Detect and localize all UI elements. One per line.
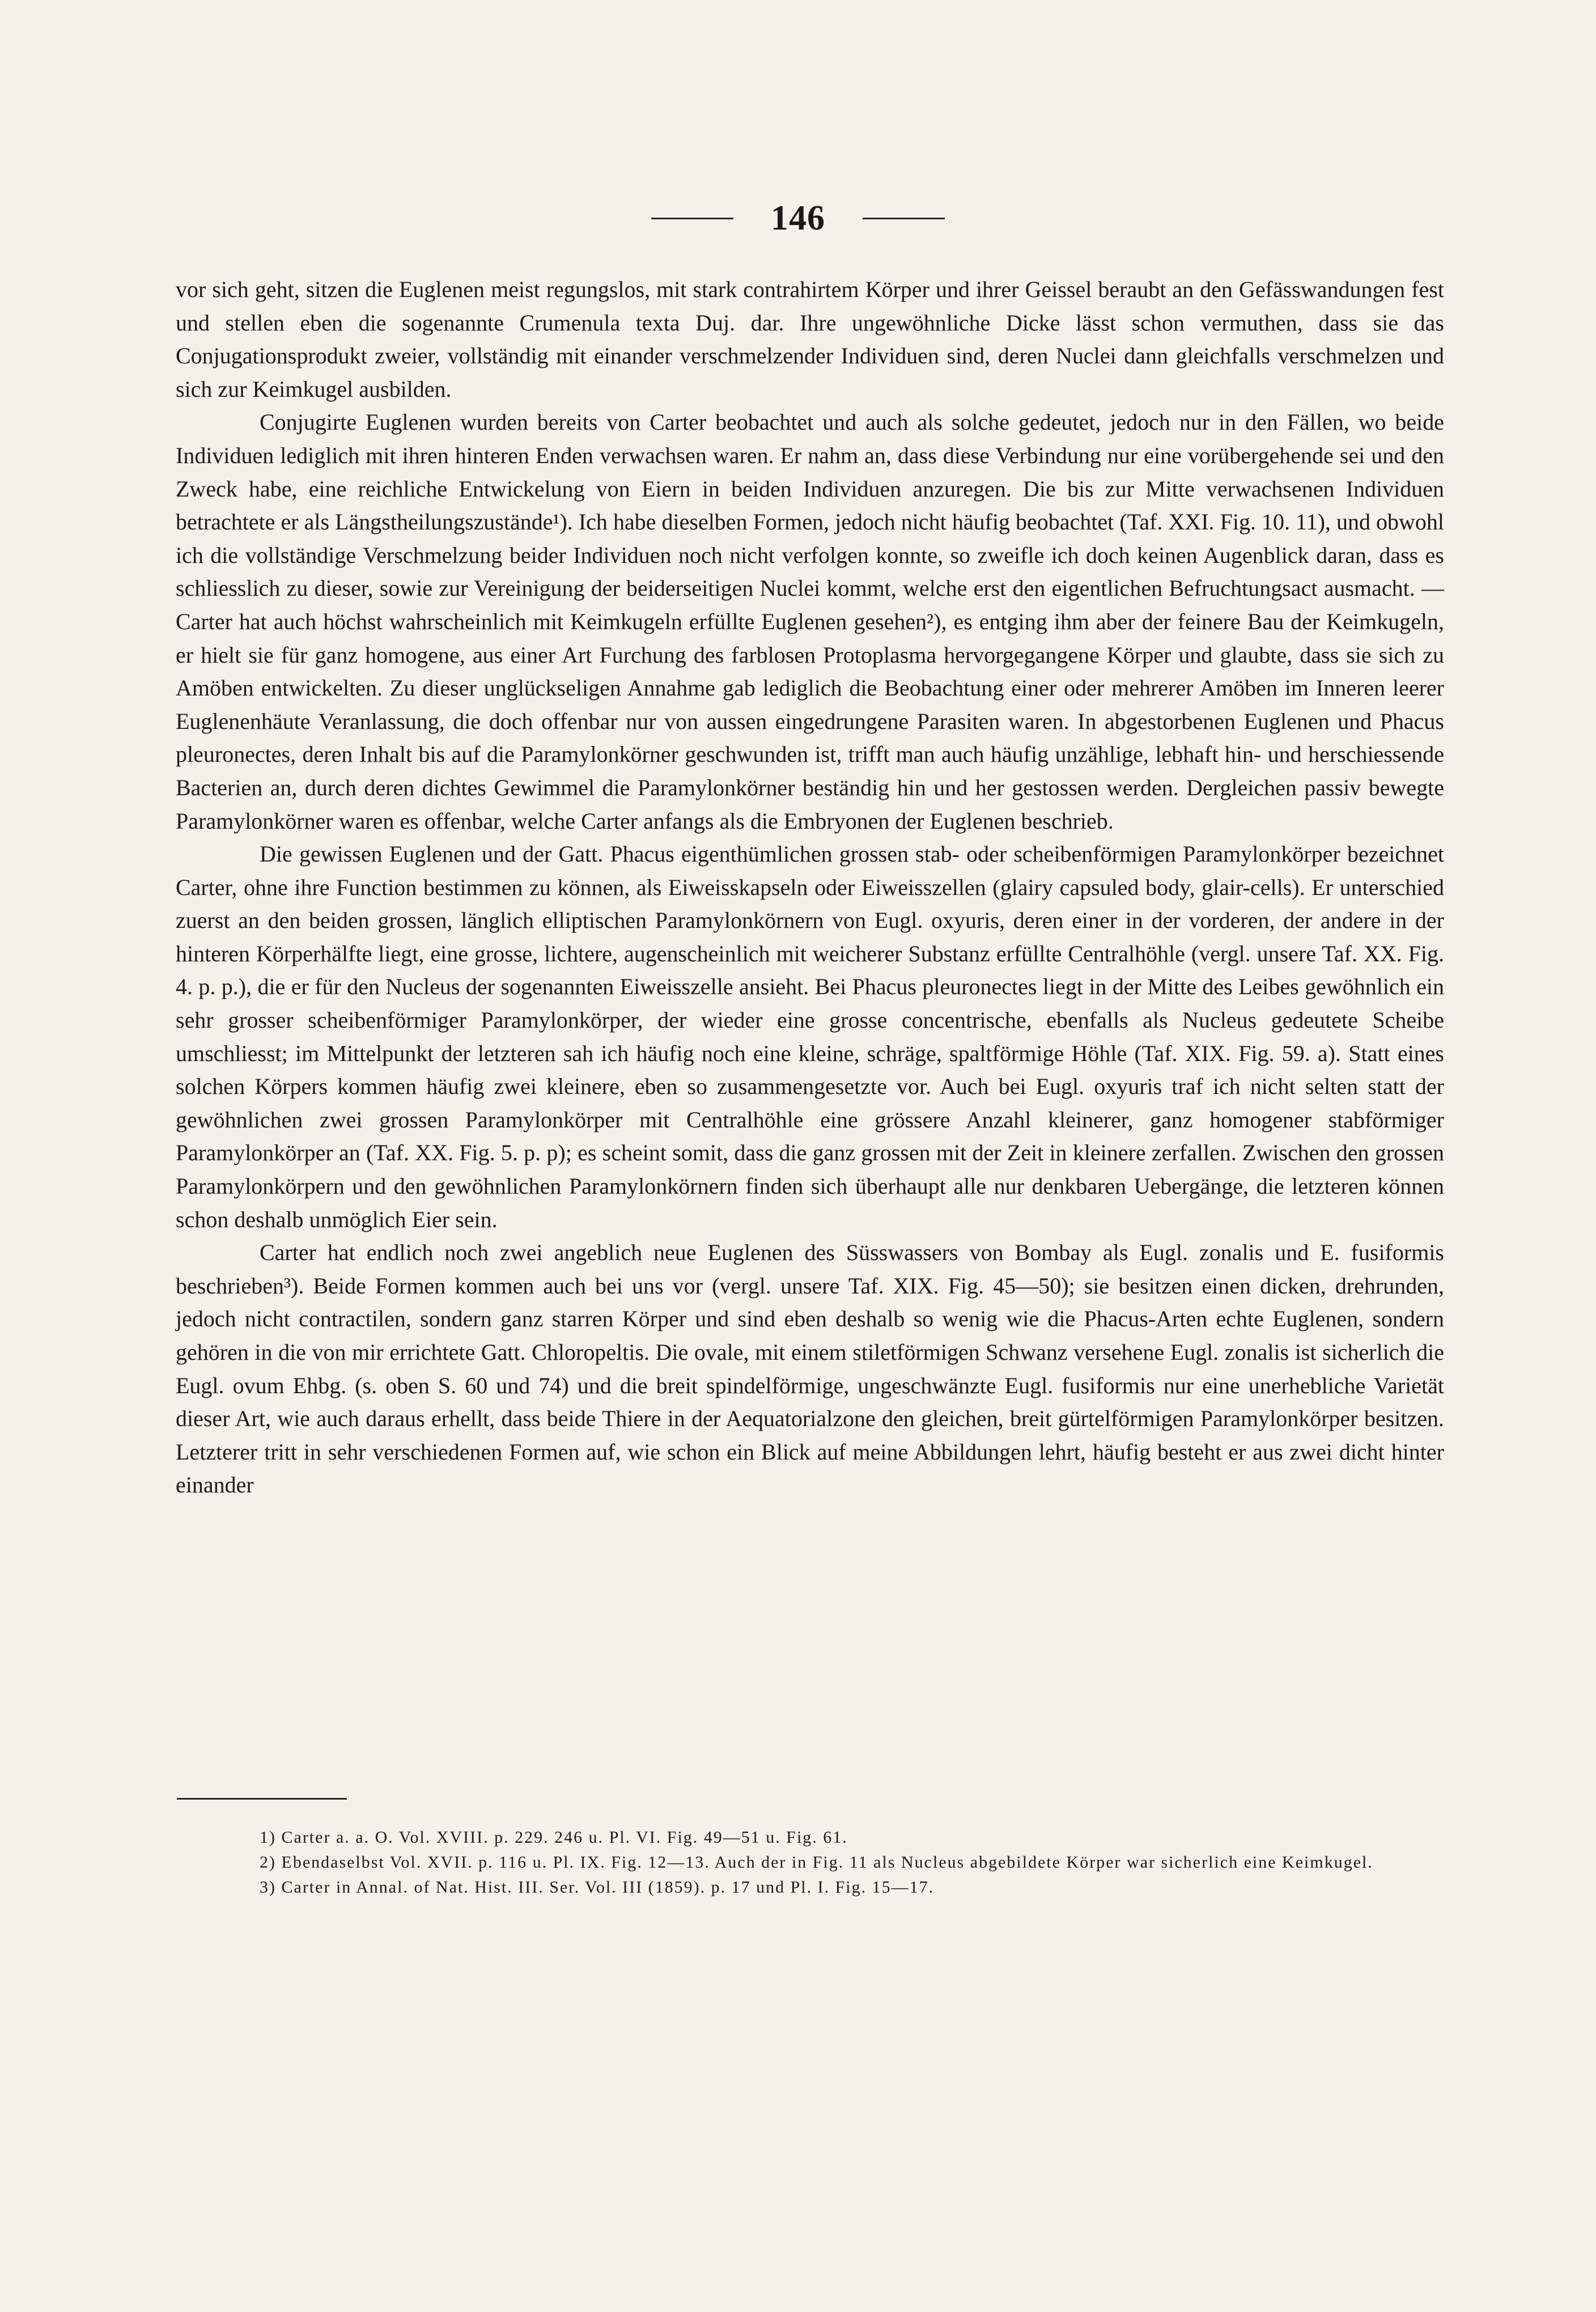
paragraph-3: Die gewissen Euglenen und der Gatt. Phacus eigenthümlichen grossen stab- oder scheibenförmigen Paramylonkörper bezeichnet Carter, ohne ihre Function bestimmen zu können, als Eiweisskapseln oder Eiweisszellen (glairy capsuled body, glair-cells). Er unterschied zuerst an den beiden grossen, länglich elliptischen Paramylonkörnern von Eugl. oxyuris, deren einer in der vorderen, der andere in der hinteren Körperhälfte liegt, eine grosse, lichtere, augenscheinlich mit weicherer Substanz erfüllte Centralhöhle (vergl. unsere Taf. XX. Fig. 4. p. p.), die er für den Nucleus der sogenannten Eiweisszelle ansieht. Bei Phacus pleuronectes liegt in der Mitte des Leibes gewöhnlich ein sehr grosser scheibenförmiger Paramylonkörper, der wieder eine grosse concentrische, ebenfalls als Nucleus gedeutete Scheibe umschliesst; im Mittelpunkt der letzteren sah ich häufig noch eine kleine, schräge, spaltförmige Höhle (Taf. XIX. Fig. 59. a). Statt eines solchen Körpers kommen häufig zwei kleinere, eben so zusammengesetzte vor. Auch bei Eugl. oxyuris traf ich nicht selten statt der gewöhnlichen zwei grossen Paramylonkörper mit Centralhöhle eine grössere Anzahl kleinerer, ganz homogener stabförmiger Paramylonkörper an (Taf. XX. Fig. 5. p. p); es scheint somit, dass die ganz grossen mit der Zeit in kleinere zerfallen. Zwischen den grossen Paramylonkörpern und den gewöhnlichen Paramylonkörnern finden sich überhaupt alle nur denkbaren Uebergänge, die letzteren können schon deshalb unmöglich Eier sein. [176, 841, 1444, 1232]
footnote-3: 3) Carter in Annal. of Nat. Hist. III. Ser. Vol. III (1859). p. 17 und Pl. I. Fig. 15—17. [260, 1878, 935, 1897]
paragraph-4: Carter hat endlich noch zwei angeblich neue Euglenen des Süsswassers von Bombay als Eugl. zonalis und E. fusiformis beschrieben³). Beide Formen kommen auch bei uns vor (vergl. unsere Taf. XIX. Fig. 45—50); sie besitzen einen dicken, drehrunden, jedoch nicht contractilen, sondern ganz starren Körper und sind eben deshalb so wenig wie die Phacus-Arten echte Euglenen, sondern gehören in die von mir errichtete Gatt. Chloropeltis. Die ovale, mit einem stiletförmigen Schwanz versehene Eugl. zonalis ist sicherlich die Eugl. ovum Ehbg. (s. oben S. 60 und 74) und die breit spindelförmige, ungeschwänzte Eugl. fusiformis nur eine unerhebliche Varietät dieser Art, wie auch daraus erhellt, dass beide Thiere in der Aequatorialzone den gleichen, breit gürtelförmigen Paramylonkörper besitzen. Letzterer tritt in sehr verschiedenen Formen auf, wie schon ein Blick auf meine Abbildungen lehrt, häufig besteht er aus zwei dicht hinter einander [176, 1240, 1444, 1498]
body-text [176, 273, 1444, 1502]
footnotes [176, 1826, 1444, 1901]
header-rule-left [651, 218, 733, 219]
footnote-1: 1) Carter a. a. O. Vol. XVIII. p. 229. 246 u. Pl. VI. Fig. 49—51 u. Fig. 61. [260, 1828, 848, 1847]
header-rule-right [863, 218, 945, 219]
paragraph-2: Conjugirte Euglenen wurden bereits von Carter beobachtet und auch als solche gedeutet, jedoch nur in den Fällen, wo beide Individuen lediglich mit ihren hinteren Enden verwachsen waren. Er nahm an, dass diese Verbindung nur eine vorübergehende sei und den Zweck habe, eine reichliche Entwickelung von Eiern in beiden Individuen anzuregen. Die bis zur Mitte verwachsenen Individuen betrachtete er als Längstheilungszustände¹). Ich habe dieselben Formen, jedoch nicht häufig beobachtet (Taf. XXI. Fig. 10. 11), und obwohl ich die vollständige Verschmelzung beider Individuen noch nicht verfolgen konnte, so zweifle ich doch keinen Augenblick daran, dass es schliesslich zu dieser, sowie zur Vereinigung der beiderseitigen Nuclei kommt, welche erst den eigentlichen Befruchtungsact ausmacht. — Carter hat auch höchst wahrscheinlich mit Keimkugeln erfüllte Euglenen gesehen²), es entging ihm aber der feinere Bau der Keimkugeln, er hielt sie für ganz homogene, aus einer Art Furchung des farblosen Protoplasma hervorgegangene Körper und glaubte, dass sie sich zu Amöben entwickelten. Zu dieser unglückseligen Annahme gab lediglich die Beobachtung einer oder mehrerer Amöben im Inneren leerer Euglenenhäute Veranlassung, die doch offenbar nur von aussen eingedrungene Parasiten waren. In abgestorbenen Euglenen und Phacus pleuronectes, deren Inhalt bis auf die Paramylonkörner geschwunden ist, trifft man auch häufig unzählige, lebhaft hin- und herschiessende Bacterien an, durch deren dichtes Gewimmel die Paramylonkörner beständig hin und her gestossen werden. Dergleichen passiv bewegte Paramylonkörner waren es offenbar, welche Carter anfangs als die Embryonen der Euglenen beschrieb. [176, 409, 1444, 834]
footnote-rule [177, 1798, 347, 1800]
footnote-2: 2) Ebendaselbst Vol. XVII. p. 116 u. Pl. IX. Fig. 12—13. Auch der in Fig. 11 als Nucleus abgebildete Körper war sicherlich eine Keimkugel. [260, 1853, 1373, 1872]
paragraph-1: vor sich geht, sitzen die Euglenen meist regungslos, mit stark contrahirtem Körper und ihrer Geissel beraubt an den Gefässwandungen fest und stellen eben die sogenannte Crumenula texta Duj. dar. Ihre ungewöhnliche Dicke lässt schon vermuthen, dass sie das Conjugationsprodukt zweier, vollständig mit einander verschmelzender Individuen sind, deren Nuclei dann gleichfalls verschmelzen und sich zur Keimkugel ausbilden. [176, 277, 1444, 402]
page-number: 146 [771, 199, 825, 237]
page-header [0, 198, 1596, 239]
